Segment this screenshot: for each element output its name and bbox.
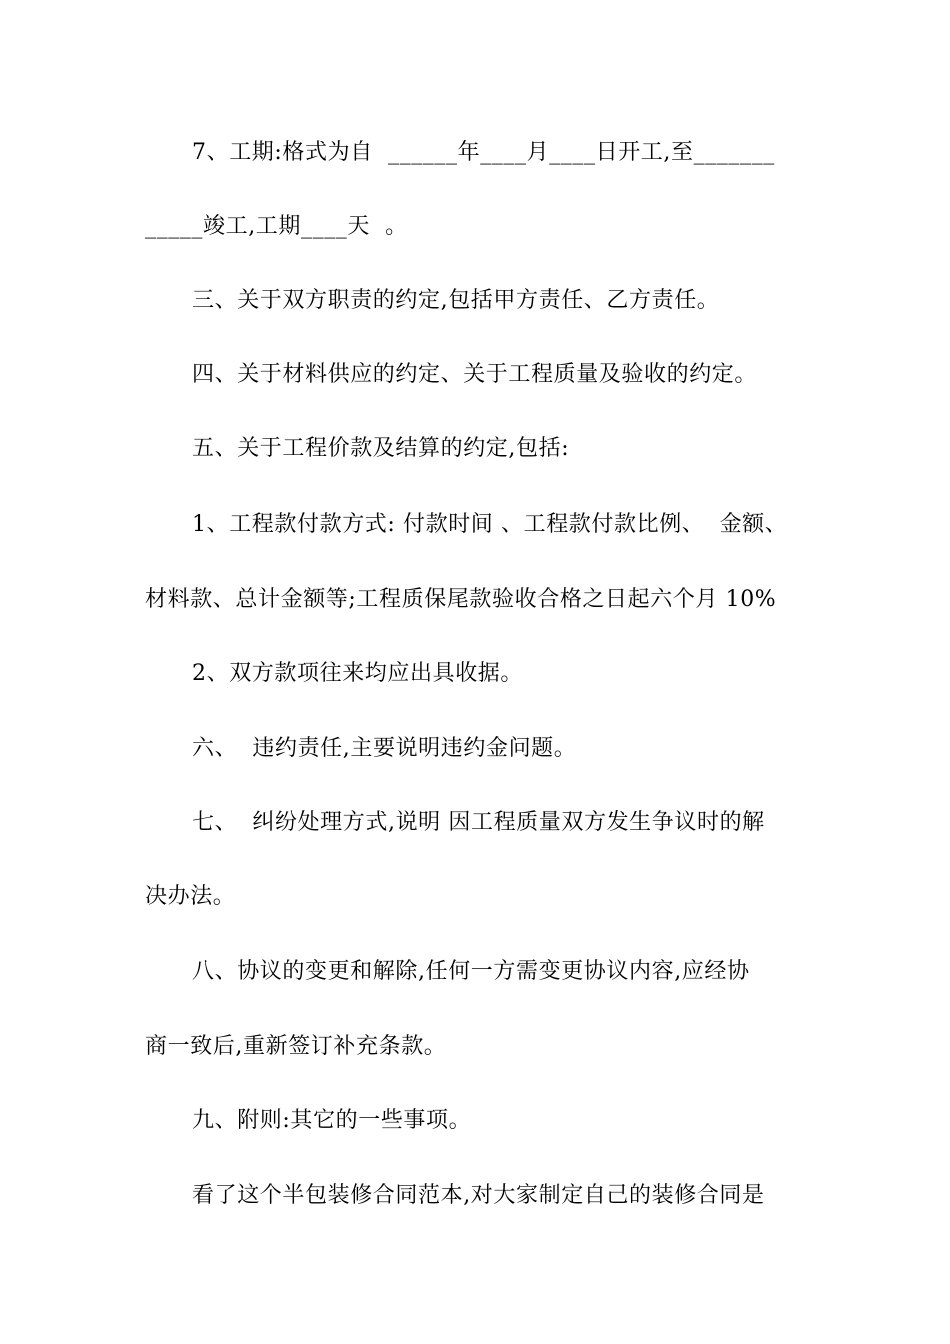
text-line: 五、关于工程价款及结算的约定,包括: xyxy=(192,436,570,461)
text-line: 四、关于材料供应的约定、关于工程质量及验收的约定。 xyxy=(192,362,758,387)
text-line: 八、协议的变更和解除,任何一方需变更协议内容,应经协 xyxy=(192,959,750,984)
text-line: 7、工期:格式为自 ______年____月____日开工,至_______ xyxy=(192,140,775,165)
text-line: 1、工程款付款方式: 付款时间 、工程款付款比例、 金额、 xyxy=(192,512,788,537)
text-line: _____竣工,工期____天 。 xyxy=(145,214,408,239)
text-line: 九、附则:其它的一些事项。 xyxy=(192,1108,472,1133)
text-line: 商一致后,重新签订补充条款。 xyxy=(145,1034,447,1059)
text-line: 决办法。 xyxy=(145,884,236,909)
text-line: 七、 纠纷处理方式,说明 因工程质量双方发生争议时的解 xyxy=(192,810,765,835)
text-line: 六、 违约责任,主要说明违约金问题。 xyxy=(192,736,577,761)
text-line: 2、双方款项往来均应出具收据。 xyxy=(192,661,523,686)
text-line: 看了这个半包装修合同范本,对大家制定自己的装修合同是 xyxy=(192,1183,765,1208)
text-line: 三、关于双方职责的约定,包括甲方责任、乙方责任。 xyxy=(192,288,720,313)
text-line: 材料款、总计金额等;工程质保尾款验收合格之日起六个月 10% xyxy=(145,587,777,612)
